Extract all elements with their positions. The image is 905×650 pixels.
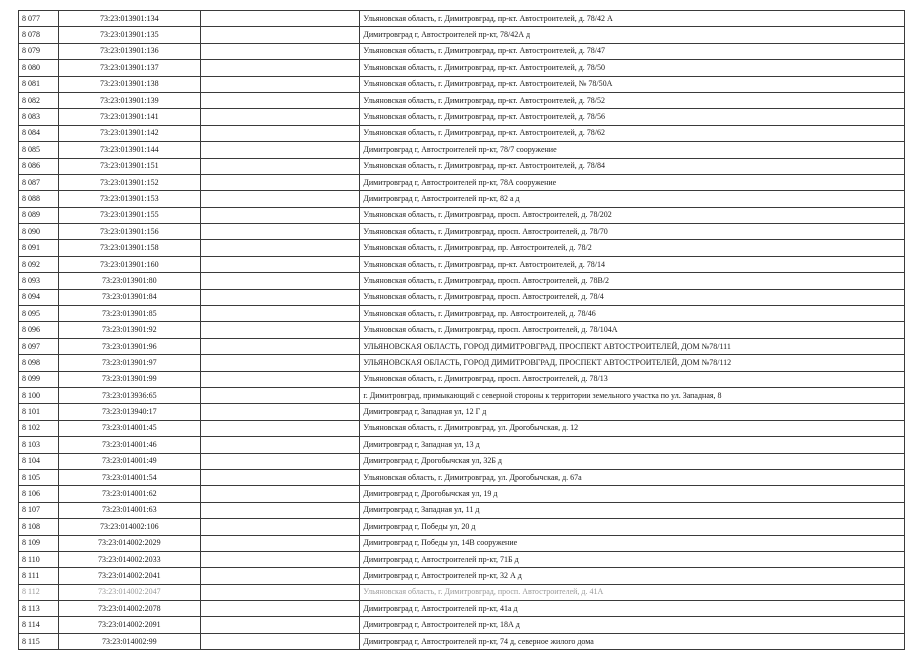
row-number-cell: 8 108 [19,519,59,535]
address-cell: Димитровград г, Автостроителей пр-кт, 74 д, северное жилого дома [360,633,905,649]
table-row [19,207,905,223]
cadastral-number-cell: 73:23:013901:158 [58,240,200,256]
row-number-cell: 8 094 [19,289,59,305]
row-number-cell: 8 093 [19,273,59,289]
address-cell: Димитровград г, Автостроителей пр-кт, 71Б д [360,551,905,567]
address-cell: УЛЬЯНОВСКАЯ ОБЛАСТЬ, ГОРОД ДИМИТРОВГРАД, ПРОСПЕКТ АВТОСТРОИТЕЛЕЙ, ДОМ №78/112 [360,355,905,371]
table-row [19,601,905,617]
row-number-cell: 8 079 [19,43,59,59]
table-row [19,437,905,453]
address-cell: Димитровград г, Западная ул, 13 д [360,437,905,453]
address-cell: Ульяновская область, г. Димитровград, пр. Автостроителей, д. 78/46 [360,306,905,322]
blank-cell [200,158,360,174]
blank-cell [200,453,360,469]
row-number-cell: 8 109 [19,535,59,551]
table-row [19,76,905,92]
blank-cell [200,60,360,76]
row-number-cell: 8 095 [19,306,59,322]
cadastral-number-cell: 73:23:013901:134 [58,11,200,27]
address-cell: Димитровград г, Дрогобычская ул, 19 д [360,486,905,502]
table-row [19,502,905,518]
address-cell: Димитровград г, Западная ул, 12 Г д [360,404,905,420]
blank-cell [200,207,360,223]
table-row [19,535,905,551]
table-row [19,551,905,567]
address-cell: Ульяновская область, г. Димитровград, пр-кт. Автостроителей, д. 78/52 [360,92,905,108]
row-number-cell: 8 099 [19,371,59,387]
table-row [19,224,905,240]
cadastral-number-cell: 73:23:013901:85 [58,306,200,322]
table-row [19,568,905,584]
table-row [19,371,905,387]
address-cell: Димитровград г, Победы ул, 14В сооружение [360,535,905,551]
table-row [19,92,905,108]
blank-cell [200,568,360,584]
blank-cell [200,273,360,289]
row-number-cell: 8 111 [19,568,59,584]
cadastral-number-cell: 73:23:013901:99 [58,371,200,387]
blank-cell [200,338,360,354]
cadastral-number-cell: 73:23:013901:84 [58,289,200,305]
blank-cell [200,535,360,551]
row-number-cell: 8 114 [19,617,59,633]
cadastral-number-cell: 73:23:013901:92 [58,322,200,338]
cadastral-number-cell: 73:23:014001:63 [58,502,200,518]
address-cell: УЛЬЯНОВСКАЯ ОБЛАСТЬ, ГОРОД ДИМИТРОВГРАД, ПРОСПЕКТ АВТОСТРОИТЕЛЕЙ, ДОМ №78/111 [360,338,905,354]
blank-cell [200,387,360,403]
address-cell: Ульяновская область, г. Димитровград, пр. Автостроителей, д. 78/2 [360,240,905,256]
table-row [19,355,905,371]
row-number-cell: 8 107 [19,502,59,518]
table-row [19,519,905,535]
address-cell: Ульяновская область, г. Димитровград, пр-кт. Автостроителей, № 78/50А [360,76,905,92]
cadastral-register-table [18,10,905,650]
row-number-cell: 8 106 [19,486,59,502]
blank-cell [200,289,360,305]
cadastral-number-cell: 73:23:013901:138 [58,76,200,92]
row-number-cell: 8 098 [19,355,59,371]
blank-cell [200,92,360,108]
address-cell: Ульяновская область, г. Димитровград, пр-кт. Автостроителей, д. 78/47 [360,43,905,59]
cadastral-number-cell: 73:23:013940:17 [58,404,200,420]
table-row [19,306,905,322]
row-number-cell: 8 081 [19,76,59,92]
cadastral-number-cell: 73:23:014001:45 [58,420,200,436]
cadastral-number-cell: 73:23:014002:2047 [58,584,200,600]
address-cell: Димитровград г, Автостроителей пр-кт, 82 а д [360,191,905,207]
cadastral-number-cell: 73:23:013901:151 [58,158,200,174]
blank-cell [200,142,360,158]
cadastral-number-cell: 73:23:014002:99 [58,633,200,649]
row-number-cell: 8 097 [19,338,59,354]
table-body [19,11,905,650]
row-number-cell: 8 085 [19,142,59,158]
address-cell: Ульяновская область, г. Димитровград, пр-кт. Автостроителей, д. 78/84 [360,158,905,174]
row-number-cell: 8 103 [19,437,59,453]
table-row [19,158,905,174]
address-cell: Димитровград г, Победы ул, 20 д [360,519,905,535]
row-number-cell: 8 078 [19,27,59,43]
cadastral-number-cell: 73:23:013901:152 [58,174,200,190]
blank-cell [200,174,360,190]
blank-cell [200,519,360,535]
blank-cell [200,617,360,633]
blank-cell [200,502,360,518]
address-cell: Ульяновская область, г. Димитровград, просп. Автостроителей, д. 78/104А [360,322,905,338]
table-row [19,60,905,76]
row-number-cell: 8 104 [19,453,59,469]
row-number-cell: 8 110 [19,551,59,567]
table-row [19,617,905,633]
address-cell: Димитровград г, Автостроителей пр-кт, 78А сооружение [360,174,905,190]
table-row [19,191,905,207]
address-cell: Ульяновская область, г. Димитровград, просп. Автостроителей, д. 78/4 [360,289,905,305]
address-cell: Димитровград г, Автостроителей пр-кт, 18А д [360,617,905,633]
row-number-cell: 8 083 [19,109,59,125]
blank-cell [200,256,360,272]
row-number-cell: 8 086 [19,158,59,174]
blank-cell [200,306,360,322]
table-row [19,174,905,190]
table-row [19,142,905,158]
blank-cell [200,371,360,387]
row-number-cell: 8 087 [19,174,59,190]
table-row [19,125,905,141]
address-cell: Димитровград г, Дрогобычская ул, 32Б д [360,453,905,469]
blank-cell [200,109,360,125]
cadastral-number-cell: 73:23:013901:142 [58,125,200,141]
cadastral-number-cell: 73:23:014001:49 [58,453,200,469]
cadastral-number-cell: 73:23:013901:153 [58,191,200,207]
row-number-cell: 8 080 [19,60,59,76]
blank-cell [200,404,360,420]
address-cell: Димитровград г, Западная ул, 11 д [360,502,905,518]
blank-cell [200,125,360,141]
table-row [19,256,905,272]
address-cell: Ульяновская область, г. Димитровград, просп. Автостроителей, д. 78/70 [360,224,905,240]
table-row [19,420,905,436]
table-row [19,27,905,43]
cadastral-number-cell: 73:23:013901:136 [58,43,200,59]
address-cell: Ульяновская область, г. Димитровград, просп. Автостроителей, д. 78В/2 [360,273,905,289]
table-row [19,273,905,289]
blank-cell [200,224,360,240]
table-row [19,240,905,256]
blank-cell [200,486,360,502]
cadastral-number-cell: 73:23:013901:144 [58,142,200,158]
cadastral-number-cell: 73:23:013901:156 [58,224,200,240]
address-cell: Димитровград г, Автостроителей пр-кт, 78/42А д [360,27,905,43]
cadastral-number-cell: 73:23:013901:137 [58,60,200,76]
row-number-cell: 8 096 [19,322,59,338]
cadastral-number-cell: 73:23:013901:160 [58,256,200,272]
blank-cell [200,584,360,600]
row-number-cell: 8 112 [19,584,59,600]
table-row [19,338,905,354]
cadastral-number-cell: 73:23:013901:97 [58,355,200,371]
table-row [19,453,905,469]
cadastral-number-cell: 73:23:013901:96 [58,338,200,354]
address-cell: Димитровград г, Автостроителей пр-кт, 41а д [360,601,905,617]
blank-cell [200,437,360,453]
table-row [19,486,905,502]
cadastral-number-cell: 73:23:014002:106 [58,519,200,535]
blank-cell [200,469,360,485]
blank-cell [200,355,360,371]
row-number-cell: 8 101 [19,404,59,420]
blank-cell [200,601,360,617]
table-row [19,387,905,403]
row-number-cell: 8 082 [19,92,59,108]
address-cell: Ульяновская область, г. Димитровград, пр-кт. Автостроителей, д. 78/62 [360,125,905,141]
address-cell: Ульяновская область, г. Димитровград, просп. Автостроителей, д. 78/202 [360,207,905,223]
address-cell: Ульяновская область, г. Димитровград, пр-кт. Автостроителей, д. 78/42 А [360,11,905,27]
table-row [19,584,905,600]
blank-cell [200,420,360,436]
cadastral-number-cell: 73:23:014001:54 [58,469,200,485]
row-number-cell: 8 084 [19,125,59,141]
cadastral-number-cell: 73:23:014001:46 [58,437,200,453]
blank-cell [200,43,360,59]
cadastral-number-cell: 73:23:013901:141 [58,109,200,125]
cadastral-number-cell: 73:23:013901:135 [58,27,200,43]
address-cell: Ульяновская область, г. Димитровград, пр-кт. Автостроителей, д. 78/14 [360,256,905,272]
blank-cell [200,27,360,43]
blank-cell [200,191,360,207]
blank-cell [200,322,360,338]
row-number-cell: 8 092 [19,256,59,272]
table-row [19,469,905,485]
cadastral-number-cell: 73:23:013901:80 [58,273,200,289]
cadastral-number-cell: 73:23:014002:2041 [58,568,200,584]
address-cell: Ульяновская область, г. Димитровград, ул. Дрогобычская, д. 67а [360,469,905,485]
row-number-cell: 8 105 [19,469,59,485]
row-number-cell: 8 090 [19,224,59,240]
table-row [19,289,905,305]
row-number-cell: 8 113 [19,601,59,617]
row-number-cell: 8 091 [19,240,59,256]
address-cell: Ульяновская область, г. Димитровград, пр-кт. Автостроителей, д. 78/50 [360,60,905,76]
blank-cell [200,11,360,27]
row-number-cell: 8 077 [19,11,59,27]
address-cell: Димитровград г, Автостроителей пр-кт, 78/7 сооружение [360,142,905,158]
cadastral-number-cell: 73:23:014002:2029 [58,535,200,551]
blank-cell [200,76,360,92]
table-row [19,633,905,649]
table-row [19,109,905,125]
address-cell: Ульяновская область, г. Димитровград, просп. Автостроителей, д. 41А [360,584,905,600]
address-cell: Ульяновская область, г. Димитровград, пр-кт. Автостроителей, д. 78/56 [360,109,905,125]
address-cell: Ульяновская область, г. Димитровград, ул. Дрогобычская, д. 12 [360,420,905,436]
blank-cell [200,633,360,649]
cadastral-number-cell: 73:23:013901:139 [58,92,200,108]
cadastral-number-cell: 73:23:014002:2078 [58,601,200,617]
address-cell: г. Димитровград, примыкающий с северной стороны к территории земельного участка по ул. Западная, 8 [360,387,905,403]
cadastral-number-cell: 73:23:014001:62 [58,486,200,502]
table-row [19,322,905,338]
cadastral-number-cell: 73:23:013901:155 [58,207,200,223]
row-number-cell: 8 088 [19,191,59,207]
table-row [19,11,905,27]
cadastral-number-cell: 73:23:014002:2091 [58,617,200,633]
table-row [19,404,905,420]
address-cell: Ульяновская область, г. Димитровград, просп. Автостроителей, д. 78/13 [360,371,905,387]
row-number-cell: 8 102 [19,420,59,436]
blank-cell [200,240,360,256]
blank-cell [200,551,360,567]
cadastral-number-cell: 73:23:013936:65 [58,387,200,403]
row-number-cell: 8 089 [19,207,59,223]
table-row [19,43,905,59]
row-number-cell: 8 100 [19,387,59,403]
row-number-cell: 8 115 [19,633,59,649]
cadastral-number-cell: 73:23:014002:2033 [58,551,200,567]
address-cell: Димитровград г, Автостроителей пр-кт, 32 А д [360,568,905,584]
